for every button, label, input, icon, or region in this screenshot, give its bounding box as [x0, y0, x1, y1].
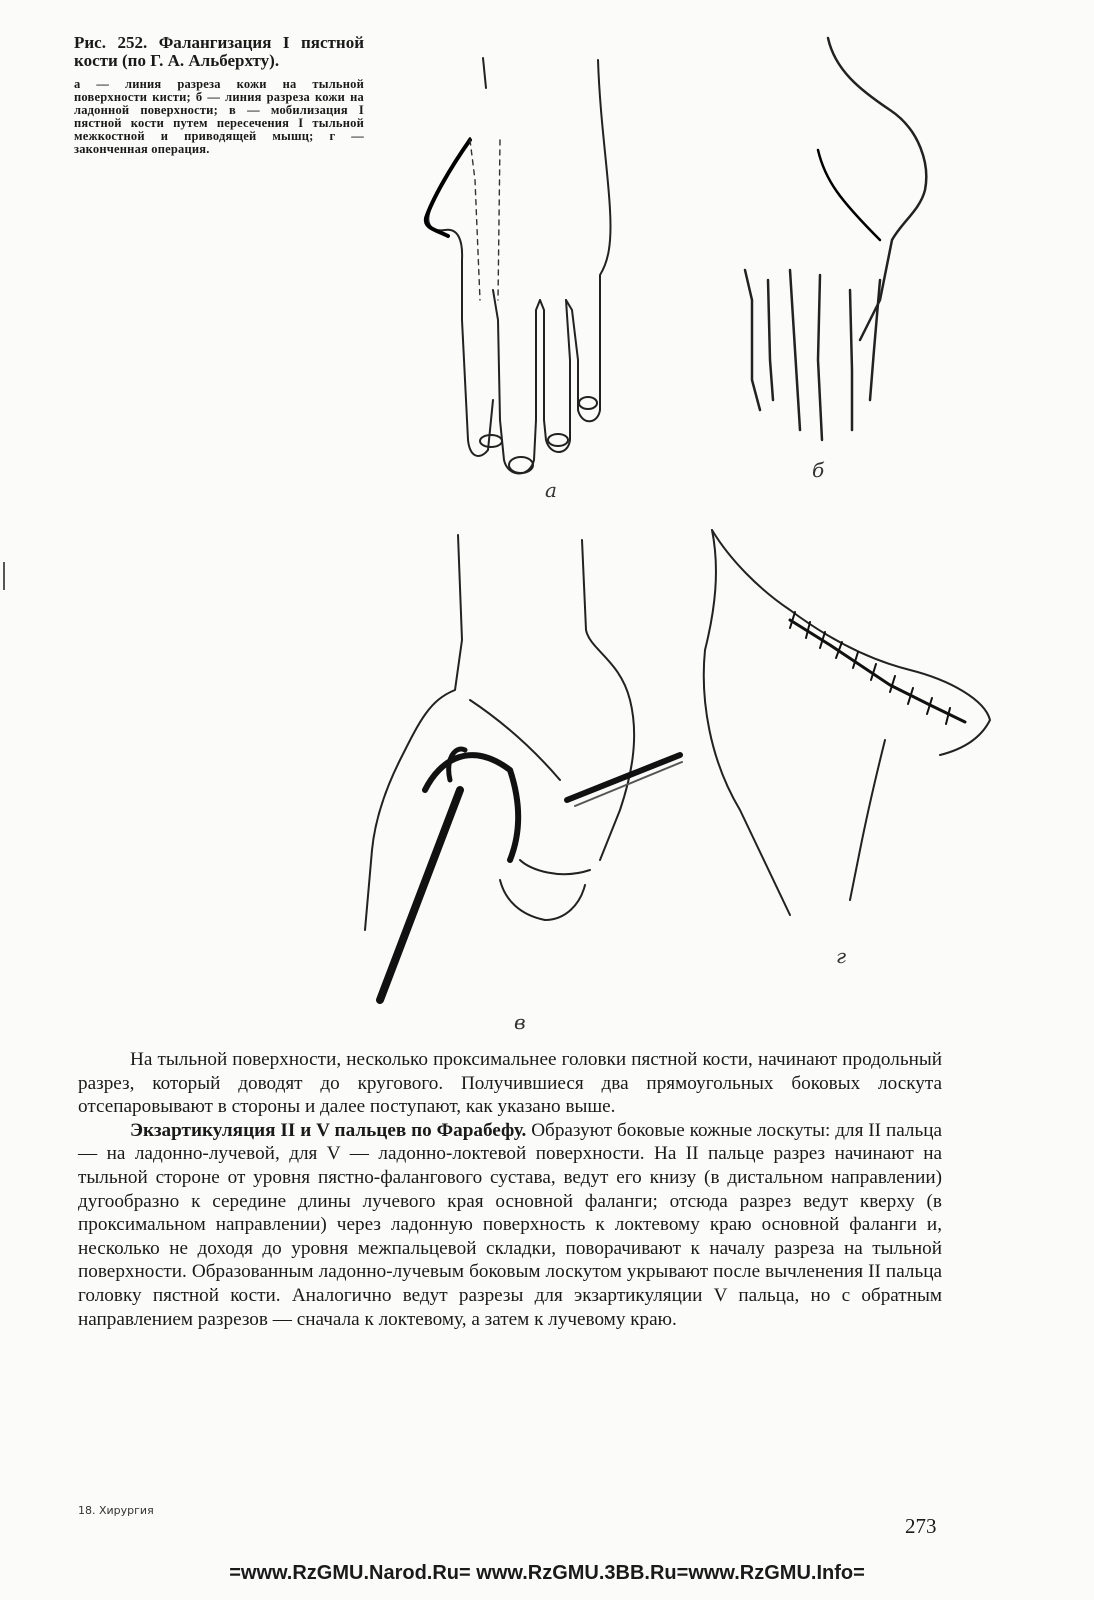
paragraph-2: [78, 1119, 942, 1331]
section-heading: Экзартикуляция II и V пальцев по Фарабефу.: [130, 1119, 527, 1141]
paragraph-1: На тыльной поверхности, несколько проксимальнее головки пястной кости, начинают продольный разрез, который доводят до кругового. Получившиеся два прямоугольных боковых лоскута отсепаровывают в стороны и далее поступают, как указано выше.: [78, 1049, 942, 1118]
panel-b-hand: [745, 38, 926, 440]
page-number: 273: [905, 1514, 937, 1538]
watermark-text: =www.RzGMU.Narod.Ru= www.RzGMU.3BB.Ru=www.RzGMU.Info=: [229, 1562, 865, 1584]
panel-v-hand: [365, 535, 634, 930]
caption-legend: а — линия разреза кожи на тыльной поверхности кисти; б — линия разреза кожи на ладонной поверхности; в — мобилизация I пястной кости путем пересечения I тыльной межкостной и приводящей мышц; г — законченная операция.: [74, 77, 364, 156]
paragraph-2-text: Образуют боковые кожные лоскуты: для II пальца — на ладонно-лучевой, для V — ладонно-локтевой поверхности. На II пальце разрез начинают на тыльной стороне от уровня пястно-фалангового сустава, ведут его книзу (в дистальном направлении) дугообразно к середине длины лучевого края основной фаланги; отсюда разрез ведут кверху (в проксимальном направлении) через ладонную поверхность к локтевому краю основной фаланги и, несколько не доходя до уровня межпальцевой складки, поворачивают к началу разреза на тыльной поверхности. Образованным ладонно-лучевым боковым лоскутом укрывают после вычленения II пальца головку пястной кости. Аналогично ведут разрезы для экзартикуляции V пальца, но с обратным направлением разрезов — сначала к локтевому, а затем к лучевому краю.: [78, 1119, 943, 1330]
caption-title: Рис. 252. Фалангизация I пястной кости (по Г. А. Альберхту).: [74, 33, 364, 70]
signature-mark: 18. Хирургия: [78, 1504, 154, 1517]
panel-a-hand: [428, 58, 610, 474]
panel-a-incision-line: [426, 140, 470, 236]
panel-label-a: а: [545, 478, 557, 502]
panel-label-g: г: [836, 944, 847, 968]
panel-v-forceps: [567, 755, 680, 800]
panel-label-v: в: [514, 1010, 526, 1034]
panel-g-suture-line: [790, 620, 965, 722]
panel-a-dashed-incision: [470, 140, 480, 300]
panel-label-b: б: [812, 458, 825, 482]
body-text: [78, 1048, 942, 1331]
panel-v-instrument: [380, 790, 460, 1000]
